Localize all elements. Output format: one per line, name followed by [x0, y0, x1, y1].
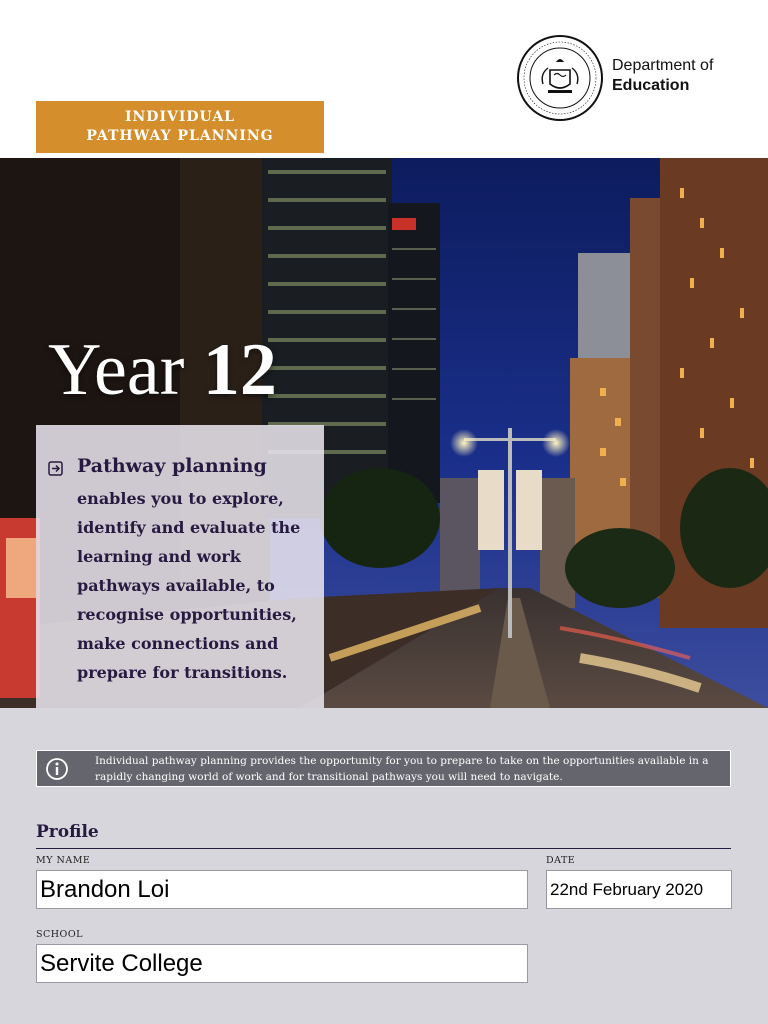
- arrow-right-box-icon: [48, 461, 63, 476]
- name-label: MY NAME: [36, 855, 91, 866]
- banner-line-1: INDIVIDUAL: [124, 109, 236, 125]
- year-heading: [48, 328, 277, 412]
- document-banner: [36, 101, 324, 153]
- name-field[interactable]: Brandon Loi: [36, 870, 528, 909]
- department-line-1: Department of: [612, 57, 714, 74]
- profile-divider: [36, 848, 731, 849]
- wa-government-crest-icon: [516, 34, 604, 122]
- department-title: [612, 56, 713, 96]
- panel-body: enables you to explore, identify and evaluate the learning and work pathways available, to recognise opportunities, make connections and prepare for transitions.: [77, 489, 301, 682]
- year-number: 12: [202, 329, 277, 411]
- year-word: Year: [48, 329, 185, 411]
- panel-heading: Pathway planning: [77, 455, 267, 477]
- date-label: DATE: [546, 855, 576, 866]
- school-field[interactable]: Servite College: [36, 944, 528, 983]
- info-icon: [45, 757, 69, 781]
- profile-title: Profile: [36, 822, 99, 842]
- info-text: Individual pathway planning provides the opportunity for you to prepare to take on the opportunities available in a rapidly changing world of work and for transitional pathways you will need to navigate.: [95, 755, 709, 783]
- department-line-2: Education: [612, 77, 690, 94]
- banner-line-2: PATHWAY PLANNING: [86, 128, 274, 144]
- school-label: SCHOOL: [36, 929, 83, 940]
- date-field[interactable]: 22nd February 2020: [546, 870, 732, 909]
